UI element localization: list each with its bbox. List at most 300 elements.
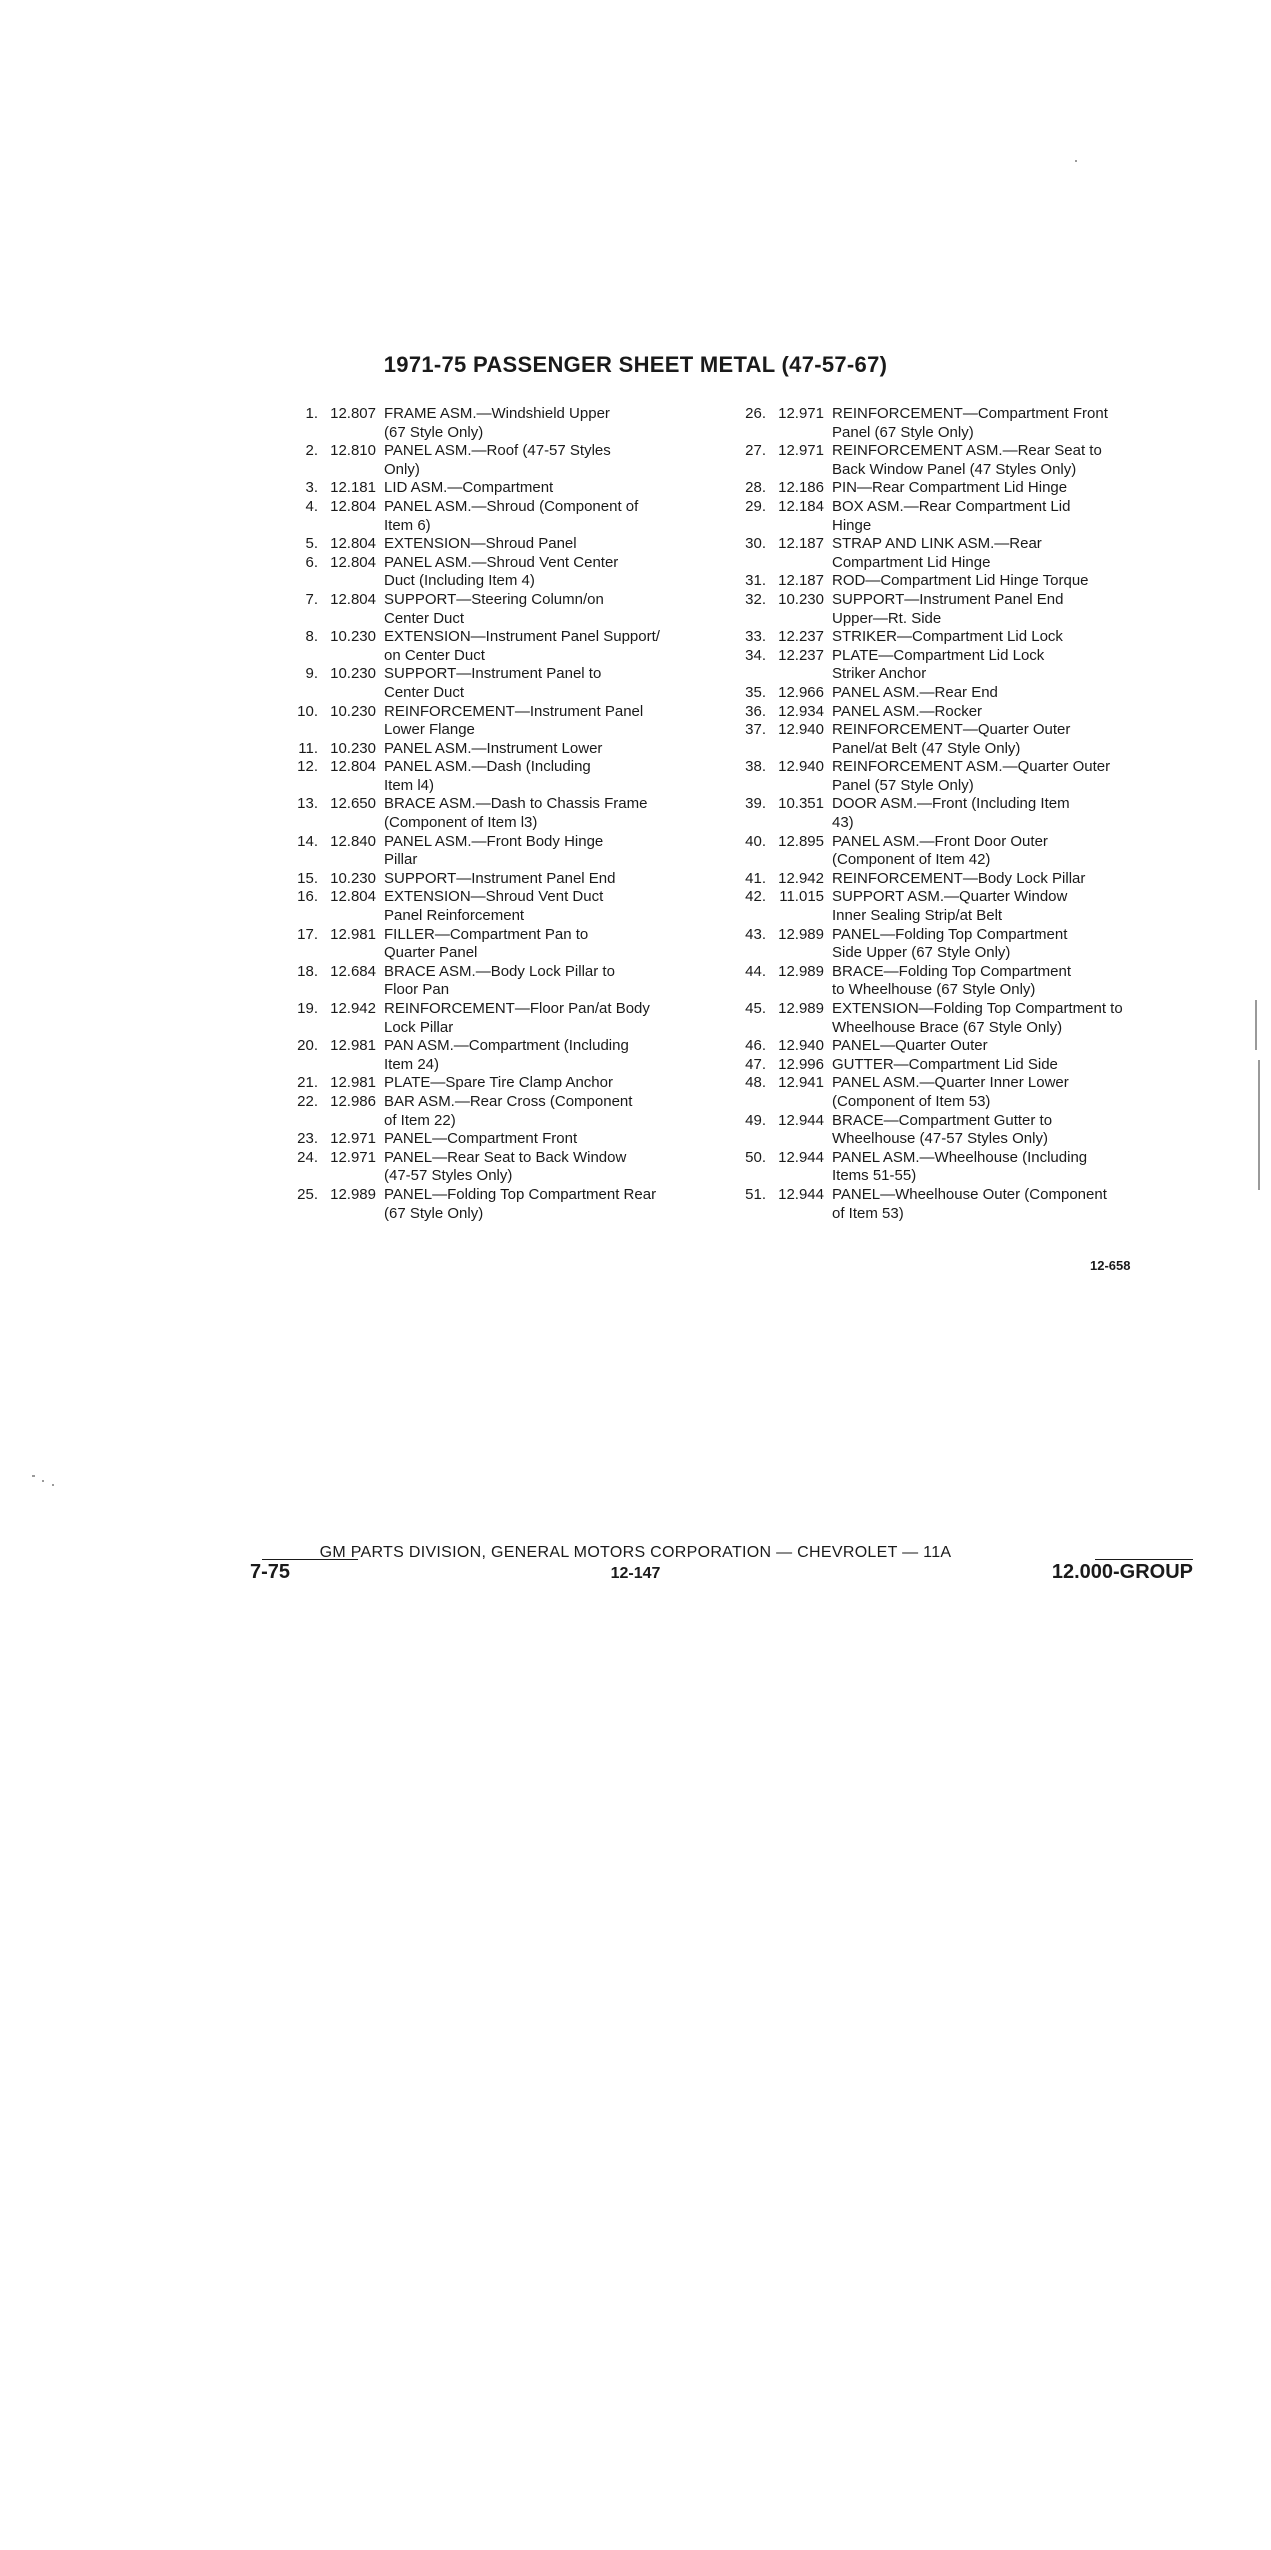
description-line: PANEL ASM.—Shroud Vent Center: [384, 553, 619, 571]
part-description: [384, 833, 712, 870]
group-number: 12.804: [330, 590, 376, 608]
parts-list-item: [282, 888, 712, 925]
parts-list-item: [282, 870, 712, 889]
description-line: Lock Pillar: [384, 1018, 454, 1036]
group-number: 12.971: [778, 405, 824, 422]
group-number: 12.944: [778, 1185, 824, 1203]
item-number: 51.: [745, 1185, 766, 1203]
item-number: 35.: [745, 683, 766, 701]
group-number: 12.237: [778, 646, 824, 664]
footer-date: 7-75: [250, 1561, 291, 1583]
description-line: PANEL—Rear Seat to Back Window: [384, 1148, 627, 1166]
description-line: Item 6): [384, 516, 431, 534]
item-number: 18.: [297, 962, 318, 980]
part-description: [832, 498, 1180, 535]
description-line: PANEL ASM.—Instrument Lower: [384, 739, 603, 757]
item-number: 34.: [745, 646, 766, 664]
description-line: of Item 53): [832, 1204, 904, 1222]
parts-list-item: [730, 703, 1180, 722]
part-description: [384, 1186, 712, 1223]
item-number: 14.: [297, 832, 318, 850]
part-description: [384, 554, 712, 591]
group-number: 12.940: [778, 721, 824, 739]
group-number: 12.971: [330, 1148, 376, 1166]
description-line: PANEL ASM.—Dash (Including: [384, 758, 591, 776]
description-line: STRIKER—Compartment Lid Lock: [832, 628, 1063, 646]
item-number: 29.: [745, 497, 766, 515]
scan-mark: [42, 1480, 44, 1482]
parts-list-item: [282, 628, 712, 665]
part-description: [384, 1000, 712, 1037]
item-number: 12.: [297, 758, 318, 776]
item-number: 25.: [297, 1185, 318, 1203]
description-line: Panel (57 Style Only): [832, 776, 974, 794]
description-line: Items 51-55): [832, 1167, 917, 1185]
description-line: (67 Style Only): [384, 423, 484, 441]
item-number: 32.: [745, 590, 766, 608]
description-line: REINFORCEMENT—Floor Pan/at Body: [384, 1000, 650, 1017]
description-line: EXTENSION—Instrument Panel Support/: [384, 628, 660, 646]
part-description: [832, 758, 1180, 795]
figure-number: 12-658: [1090, 1258, 1131, 1273]
description-line: PANEL ASM.—Rear End: [832, 683, 998, 701]
description-line: Duct (Including Item 4): [384, 572, 535, 590]
description-line: ROD—Compartment Lid Hinge Torque: [832, 572, 1089, 590]
group-number: 12.187: [778, 572, 824, 590]
description-line: Compartment Lid Hinge: [832, 553, 991, 571]
description-line: PAN ASM.—Compartment (Including: [384, 1037, 629, 1055]
part-description: [832, 535, 1180, 572]
description-line: BRACE ASM.—Body Lock Pillar to: [384, 962, 615, 980]
parts-list-left-column: [282, 405, 712, 1223]
item-number: 20.: [297, 1037, 318, 1055]
parts-list-item: [282, 833, 712, 870]
part-description: [384, 758, 712, 795]
group-number: 12.186: [778, 479, 824, 497]
item-number: 27.: [745, 442, 766, 460]
part-description: [384, 1074, 712, 1093]
group-number: 12.684: [330, 962, 376, 980]
description-line: (67 Style Only): [384, 1204, 484, 1222]
part-description: [384, 498, 712, 535]
item-number: 5.: [305, 535, 318, 553]
part-description: [832, 1112, 1180, 1149]
item-number: 50.: [745, 1148, 766, 1166]
group-number: 12.971: [778, 442, 824, 460]
item-number: 3.: [305, 479, 318, 497]
group-number: 12.989: [778, 962, 824, 980]
part-description: [832, 963, 1180, 1000]
parts-list-item: [730, 479, 1180, 498]
description-line: SUPPORT—Steering Column/on: [384, 590, 604, 608]
item-number: 8.: [305, 628, 318, 646]
item-number: 10.: [297, 702, 318, 720]
group-number: 10.230: [330, 869, 376, 887]
parts-list-item: [730, 963, 1180, 1000]
description-line: 43): [832, 814, 854, 832]
item-number: 23.: [297, 1130, 318, 1148]
item-number: 1.: [305, 405, 318, 422]
group-number: 12.989: [330, 1185, 376, 1203]
scan-mark: [32, 1475, 35, 1477]
part-description: [384, 888, 712, 925]
parts-list-item: [282, 498, 712, 535]
description-line: Quarter Panel: [384, 944, 478, 962]
group-number: 10.351: [778, 795, 824, 813]
group-number: 12.942: [778, 869, 824, 887]
description-line: on Center Duct: [384, 646, 485, 664]
part-description: [832, 833, 1180, 870]
group-number: 12.840: [330, 832, 376, 850]
description-line: PANEL ASM.—Rocker: [832, 702, 983, 720]
description-line: Panel/at Belt (47 Style Only): [832, 739, 1021, 757]
group-number: 12.895: [778, 832, 824, 850]
page-title: 1971-75 PASSENGER SHEET METAL (47-57-67): [383, 352, 888, 377]
item-number: 4.: [305, 497, 318, 515]
parts-list-item: [282, 740, 712, 759]
description-line: Panel (67 Style Only): [832, 423, 974, 441]
part-description: [384, 591, 712, 628]
group-number: 12.941: [778, 1074, 824, 1092]
part-description: [832, 572, 1180, 591]
parts-list-item: [282, 926, 712, 963]
scan-mark: [1258, 1060, 1260, 1190]
description-line: FRAME ASM.—Windshield Upper: [384, 405, 610, 422]
parts-list-item: [282, 758, 712, 795]
group-number: 10.230: [778, 590, 824, 608]
description-line: PANEL—Wheelhouse Outer (Component: [832, 1185, 1107, 1203]
description-line: Item l4): [384, 776, 435, 794]
item-number: 48.: [745, 1074, 766, 1092]
part-description: [832, 1186, 1180, 1223]
part-description: [832, 647, 1180, 684]
scan-mark: [1255, 1000, 1257, 1050]
part-description: [832, 721, 1180, 758]
description-line: (Component of Item 42): [832, 851, 991, 869]
group-number: 12.944: [778, 1111, 824, 1129]
description-line: PLATE—Spare Tire Clamp Anchor: [384, 1074, 613, 1092]
part-description: [384, 1149, 712, 1186]
item-number: 13.: [297, 795, 318, 813]
group-number: 12.940: [778, 758, 824, 776]
description-line: REINFORCEMENT—Quarter Outer: [832, 721, 1071, 739]
item-number: 31.: [745, 572, 766, 590]
part-description: [832, 684, 1180, 703]
description-line: Floor Pan: [384, 981, 450, 999]
item-number: 17.: [297, 925, 318, 943]
group-number: 10.230: [330, 665, 376, 683]
description-line: GUTTER—Compartment Lid Side: [832, 1055, 1058, 1073]
item-number: 16.: [297, 888, 318, 906]
item-number: 11.: [298, 739, 318, 757]
parts-list-item: [730, 1037, 1180, 1056]
group-number: 10.230: [330, 739, 376, 757]
description-line: Side Upper (67 Style Only): [832, 944, 1011, 962]
part-description: [832, 1037, 1180, 1056]
description-line: PANEL ASM.—Front Body Hinge: [384, 832, 604, 850]
part-description: [832, 870, 1180, 889]
parts-list-item: [730, 888, 1180, 925]
description-line: BRACE—Compartment Gutter to: [832, 1111, 1053, 1129]
parts-list-item: [282, 1074, 712, 1093]
item-number: 6.: [305, 553, 318, 571]
group-number: 12.986: [330, 1092, 376, 1110]
footer-publisher: GM PARTS DIVISION, GENERAL MOTORS CORPORATION — CHEVROLET — 11A: [319, 1544, 952, 1561]
item-number: 47.: [745, 1055, 766, 1073]
parts-list-item: [282, 591, 712, 628]
item-number: 41.: [745, 869, 766, 887]
part-description: [832, 405, 1180, 442]
footer-page-number: 12-147: [610, 1565, 661, 1582]
item-number: 45.: [745, 1000, 766, 1017]
part-description: [384, 740, 712, 759]
description-line: DOOR ASM.—Front (Including Item: [832, 795, 1070, 813]
parts-list-item: [730, 498, 1180, 535]
group-number: 12.184: [778, 497, 824, 515]
scan-mark: [52, 1484, 54, 1486]
group-number: 12.804: [330, 553, 376, 571]
description-line: PANEL—Folding Top Compartment: [832, 925, 1068, 943]
parts-list-item: [730, 535, 1180, 572]
group-number: 12.650: [330, 795, 376, 813]
description-line: SUPPORT—Instrument Panel to: [384, 665, 602, 683]
group-number: 12.981: [330, 1037, 376, 1055]
group-number: 12.804: [330, 888, 376, 906]
group-number: 12.804: [330, 497, 376, 515]
parts-list-item: [730, 926, 1180, 963]
parts-list-right-column: [730, 405, 1180, 1223]
description-line: PANEL ASM.—Wheelhouse (Including: [832, 1148, 1088, 1166]
scan-mark: [1075, 160, 1077, 162]
part-description: [384, 665, 712, 702]
group-number: 12.981: [330, 925, 376, 943]
description-line: (Component of Item 53): [832, 1092, 991, 1110]
description-line: (47-57 Styles Only): [384, 1167, 513, 1185]
item-number: 19.: [297, 1000, 318, 1017]
item-number: 22.: [297, 1092, 318, 1110]
description-line: Lower Flange: [384, 721, 475, 739]
item-number: 43.: [745, 925, 766, 943]
parts-list-item: [730, 591, 1180, 628]
description-line: REINFORCEMENT—Body Lock Pillar: [832, 869, 1086, 887]
part-description: [832, 888, 1180, 925]
part-description: [384, 926, 712, 963]
parts-list-item: [282, 703, 712, 740]
part-description: [832, 795, 1180, 832]
description-line: Center Duct: [384, 609, 465, 627]
item-number: 49.: [745, 1111, 766, 1129]
parts-list-item: [282, 1093, 712, 1130]
item-number: 9.: [305, 665, 318, 683]
group-number: 12.966: [778, 683, 824, 701]
description-line: PANEL—Folding Top Compartment Rear: [384, 1185, 657, 1203]
parts-list-item: [730, 833, 1180, 870]
item-number: 44.: [745, 962, 766, 980]
description-line: SUPPORT—Instrument Panel End: [384, 869, 616, 887]
part-description: [832, 591, 1180, 628]
part-description: [384, 535, 712, 554]
part-description: [832, 1056, 1180, 1075]
group-number: 12.981: [330, 1074, 376, 1092]
description-line: Striker Anchor: [832, 665, 927, 683]
group-number: 12.181: [330, 479, 376, 497]
description-line: BRACE ASM.—Dash to Chassis Frame: [384, 795, 648, 813]
description-line: Only): [384, 460, 420, 478]
group-number: 12.940: [778, 1037, 824, 1055]
description-line: PANEL ASM.—Front Door Outer: [832, 832, 1048, 850]
item-number: 21.: [297, 1074, 318, 1092]
description-line: PIN—Rear Compartment Lid Hinge: [832, 479, 1068, 497]
part-description: [384, 870, 712, 889]
group-number: 12.996: [778, 1055, 824, 1073]
item-number: 46.: [745, 1037, 766, 1055]
parts-list-item: [282, 1149, 712, 1186]
description-line: Inner Sealing Strip/at Belt: [832, 907, 1003, 925]
description-line: Hinge: [832, 516, 872, 534]
parts-list-item: [730, 721, 1180, 758]
item-number: 24.: [297, 1148, 318, 1166]
parts-list-item: [730, 572, 1180, 591]
description-line: BAR ASM.—Rear Cross (Component: [384, 1092, 633, 1110]
part-description: [384, 628, 712, 665]
description-line: of Item 22): [384, 1111, 456, 1129]
description-line: to Wheelhouse (67 Style Only): [832, 981, 1036, 999]
description-line: Back Window Panel (47 Styles Only): [832, 460, 1077, 478]
group-number: 12.971: [330, 1130, 376, 1148]
parts-list-item: [730, 647, 1180, 684]
parts-list-item: [730, 758, 1180, 795]
description-line: REINFORCEMENT ASM.—Rear Seat to: [832, 442, 1102, 460]
parts-list-item: [282, 795, 712, 832]
description-line: EXTENSION—Folding Top Compartment to: [832, 1000, 1123, 1017]
item-number: 7.: [305, 590, 318, 608]
group-number: 12.989: [778, 925, 824, 943]
description-line: Wheelhouse (47-57 Styles Only): [832, 1130, 1048, 1148]
description-line: Upper—Rt. Side: [832, 609, 942, 627]
part-description: [384, 1093, 712, 1130]
description-line: (Component of Item l3): [384, 814, 538, 832]
group-number: 10.230: [330, 628, 376, 646]
parts-list-item: [282, 1130, 712, 1149]
description-line: EXTENSION—Shroud Vent Duct: [384, 888, 604, 906]
part-description: [384, 442, 712, 479]
description-line: PLATE—Compartment Lid Lock: [832, 646, 1045, 664]
description-line: STRAP AND LINK ASM.—Rear: [832, 535, 1042, 553]
group-number: 12.942: [330, 1000, 376, 1017]
description-line: PANEL—Compartment Front: [384, 1130, 578, 1148]
item-number: 38.: [745, 758, 766, 776]
item-number: 2.: [305, 442, 318, 460]
parts-list-item: [730, 628, 1180, 647]
parts-list-item: [730, 1112, 1180, 1149]
item-number: 39.: [745, 795, 766, 813]
part-description: [384, 1130, 712, 1149]
part-description: [832, 442, 1180, 479]
item-number: 37.: [745, 721, 766, 739]
parts-list-item: [282, 405, 712, 442]
description-line: PANEL ASM.—Roof (47-57 Styles: [384, 442, 611, 460]
parts-list-item: [730, 1000, 1180, 1037]
parts-list-item: [282, 442, 712, 479]
item-number: 33.: [745, 628, 766, 646]
part-description: [832, 1149, 1180, 1186]
parts-list-item: [730, 684, 1180, 703]
item-number: 15.: [297, 869, 318, 887]
parts-list-item: [730, 1074, 1180, 1111]
part-description: [384, 405, 712, 442]
description-line: REINFORCEMENT—Compartment Front: [832, 405, 1108, 422]
description-line: BOX ASM.—Rear Compartment Lid: [832, 497, 1071, 515]
part-description: [832, 628, 1180, 647]
description-line: EXTENSION—Shroud Panel: [384, 535, 577, 553]
item-number: 28.: [745, 479, 766, 497]
description-line: PANEL ASM.—Quarter Inner Lower: [832, 1074, 1069, 1092]
description-line: SUPPORT ASM.—Quarter Window: [832, 888, 1068, 906]
parts-list-item: [282, 554, 712, 591]
parts-list-item: [282, 1000, 712, 1037]
parts-list-item: [730, 1149, 1180, 1186]
description-line: REINFORCEMENT ASM.—Quarter Outer: [832, 758, 1111, 776]
parts-list-item: [282, 479, 712, 498]
parts-list-item: [730, 442, 1180, 479]
description-line: FILLER—Compartment Pan to: [384, 925, 589, 943]
group-number: 11.015: [779, 888, 824, 906]
group-number: 12.944: [778, 1148, 824, 1166]
description-line: PANEL ASM.—Shroud (Component of: [384, 497, 639, 515]
parts-list-item: [730, 1056, 1180, 1075]
group-number: 12.187: [778, 535, 824, 553]
parts-list-item: [282, 535, 712, 554]
item-number: 40.: [745, 832, 766, 850]
description-line: SUPPORT—Instrument Panel End: [832, 590, 1064, 608]
group-number: 12.237: [778, 628, 824, 646]
description-line: PANEL—Quarter Outer: [832, 1037, 988, 1055]
parts-list-item: [730, 870, 1180, 889]
parts-list-item: [282, 665, 712, 702]
parts-list-item: [282, 1186, 712, 1223]
group-number: 12.810: [330, 442, 376, 460]
part-description: [384, 703, 712, 740]
group-number: 12.804: [330, 535, 376, 553]
part-description: [384, 1037, 712, 1074]
group-number: 12.807: [330, 405, 376, 422]
group-number: 12.989: [778, 1000, 824, 1017]
description-line: Item 24): [384, 1055, 440, 1073]
item-number: 42.: [745, 888, 766, 906]
part-description: [832, 479, 1180, 498]
parts-list-item: [730, 795, 1180, 832]
description-line: Wheelhouse Brace (67 Style Only): [832, 1018, 1063, 1036]
part-description: [832, 703, 1180, 722]
parts-list-item: [730, 405, 1180, 442]
item-number: 30.: [745, 535, 766, 553]
item-number: 26.: [745, 405, 766, 422]
part-description: [384, 963, 712, 1000]
footer-group: 12.000-GROUP: [1051, 1561, 1193, 1583]
group-number: 10.230: [330, 702, 376, 720]
description-line: LID ASM.—Compartment: [384, 479, 554, 497]
part-description: [832, 1000, 1180, 1037]
description-line: REINFORCEMENT—Instrument Panel: [384, 702, 644, 720]
description-line: BRACE—Folding Top Compartment: [832, 962, 1071, 980]
group-number: 12.934: [778, 702, 824, 720]
description-line: Center Duct: [384, 683, 465, 701]
part-description: [384, 479, 712, 498]
description-line: Panel Reinforcement: [384, 907, 525, 925]
description-line: Pillar: [384, 851, 418, 869]
parts-list-item: [282, 963, 712, 1000]
part-description: [832, 926, 1180, 963]
